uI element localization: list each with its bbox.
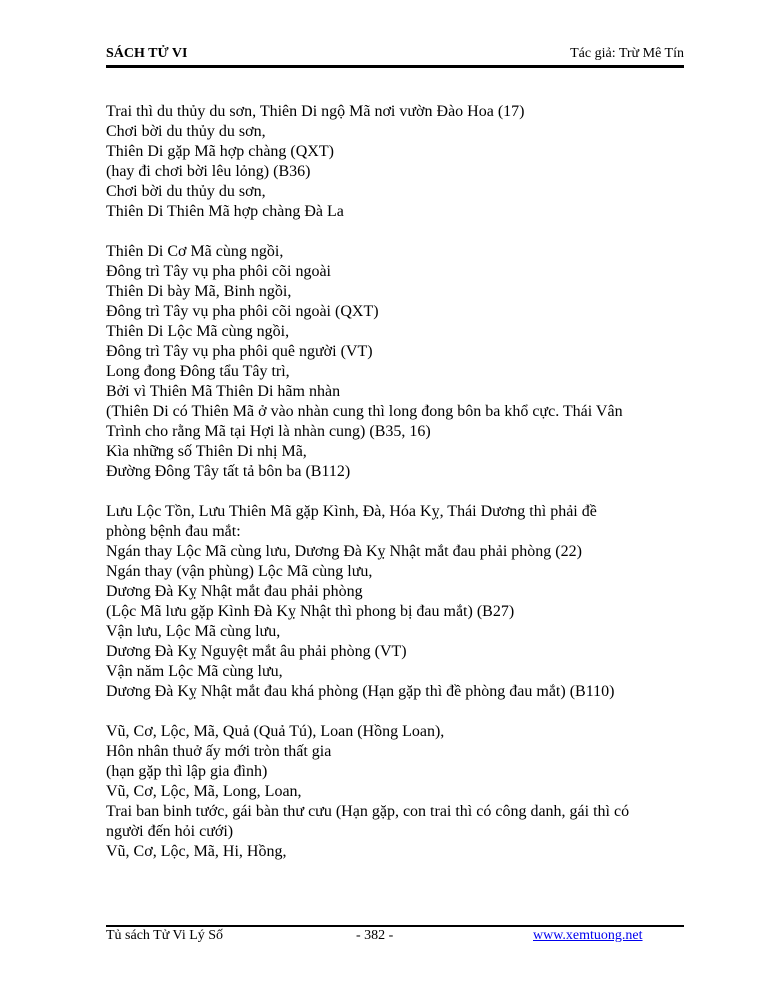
text-line: Bởi vì Thiên Mã Thiên Di hãm nhàn [106,383,341,400]
text-line: Đông trì Tây vụ pha phôi cõi ngoài [106,263,331,280]
text-line: Ngán thay Lộc Mã cùng lưu, Dương Đà Kỵ Nhật mắt đau phải phòng (22) [106,543,582,560]
author-credit: Tác giả: Trừ Mê Tín [570,46,684,61]
text-line: Vũ, Cơ, Lộc, Mã, Quả (Quả Tú), Loan (Hồng Loan), [106,723,445,740]
website-link[interactable]: www.xemtuong.net [533,928,643,943]
text-line: Vũ, Cơ, Lộc, Mã, Long, Loan, [106,783,302,800]
text-line: Chơi bời du thủy du sơn, [106,123,266,140]
text-line: Long đong Đông tẩu Tây trì, [106,363,290,380]
text-line: Thiên Di bày Mã, Binh ngồi, [106,283,292,300]
paragraph [106,502,688,702]
text-line: Vận lưu, Lộc Mã cùng lưu, [106,623,281,640]
paragraph [106,242,688,482]
text-line: (Lộc Mã lưu gặp Kình Đà Kỵ Nhật thì phong bị đau mắt) (B27) [106,603,515,620]
text-line: Đông trì Tây vụ pha phôi cõi ngoài (QXT) [106,303,379,320]
page-header [106,46,684,66]
text-line: (hay đi chơi bời lêu lỏng) (B36) [106,163,311,180]
text-line: Thiên Di Cơ Mã cùng ngồi, [106,243,284,260]
text-line: phòng bệnh đau mắt: [106,523,241,540]
text-line: (hạn gặp thì lập gia đình) [106,763,268,780]
text-line: Trình cho rằng Mã tại Hợi là nhàn cung) (B35, 16) [106,423,431,440]
text-line: Vũ, Cơ, Lộc, Mã, Hi, Hồng, [106,843,287,860]
text-line: Trai thì du thủy du sơn, Thiên Di ngộ Mã nơi vườn Đào Hoa (17) [106,103,525,120]
footer-divider [106,925,684,927]
text-line: Đường Đông Tây tất tả bôn ba (B112) [106,463,351,480]
text-line: Ngán thay (vận phùng) Lộc Mã cùng lưu, [106,563,373,580]
text-line: Thiên Di Thiên Mã hợp chàng Đà La [106,203,344,220]
text-line: Dương Đà Kỵ Nhật mắt đau phải phòng [106,583,363,600]
text-line: Dương Đà Kỵ Nguyệt mắt âu phải phòng (VT) [106,643,407,660]
paragraph [106,722,688,862]
header-divider [106,65,684,68]
page-body [106,102,688,882]
text-line: Dương Đà Kỵ Nhật mắt đau khá phòng (Hạn gặp thì đề phòng đau mắt) (B110) [106,683,615,700]
text-line: Đông trì Tây vụ pha phôi quê người (VT) [106,343,373,360]
text-line: Trai ban binh tước, gái bàn thư cưu (Hạn gặp, con trai thì có công danh, gái thì có [106,803,630,820]
page-footer [106,928,684,948]
book-title: SÁCH TỬ VI [106,46,188,61]
text-line: Thiên Di Lộc Mã cùng ngồi, [106,323,290,340]
text-line: Lưu Lộc Tồn, Lưu Thiên Mã gặp Kình, Đà, Hóa Kỵ, Thái Dương thì phải đề [106,503,597,520]
text-line: Chơi bời du thủy du sơn, [106,183,266,200]
page-number: - 382 - [356,928,394,943]
paragraph [106,102,688,222]
text-line: (Thiên Di có Thiên Mã ở vào nhàn cung thì long đong bôn ba khổ cực. Thái Vân [106,403,623,420]
series-name: Tủ sách Tử Vi Lý Số [106,928,224,943]
text-line: Kìa những số Thiên Di nhị Mã, [106,443,307,460]
text-line: Hôn nhân thuở ấy mới tròn thất gia [106,743,332,760]
text-line: Thiên Di gặp Mã hợp chàng (QXT) [106,143,334,160]
text-line: người đến hỏi cưới) [106,823,234,840]
text-line: Vận năm Lộc Mã cùng lưu, [106,663,283,680]
